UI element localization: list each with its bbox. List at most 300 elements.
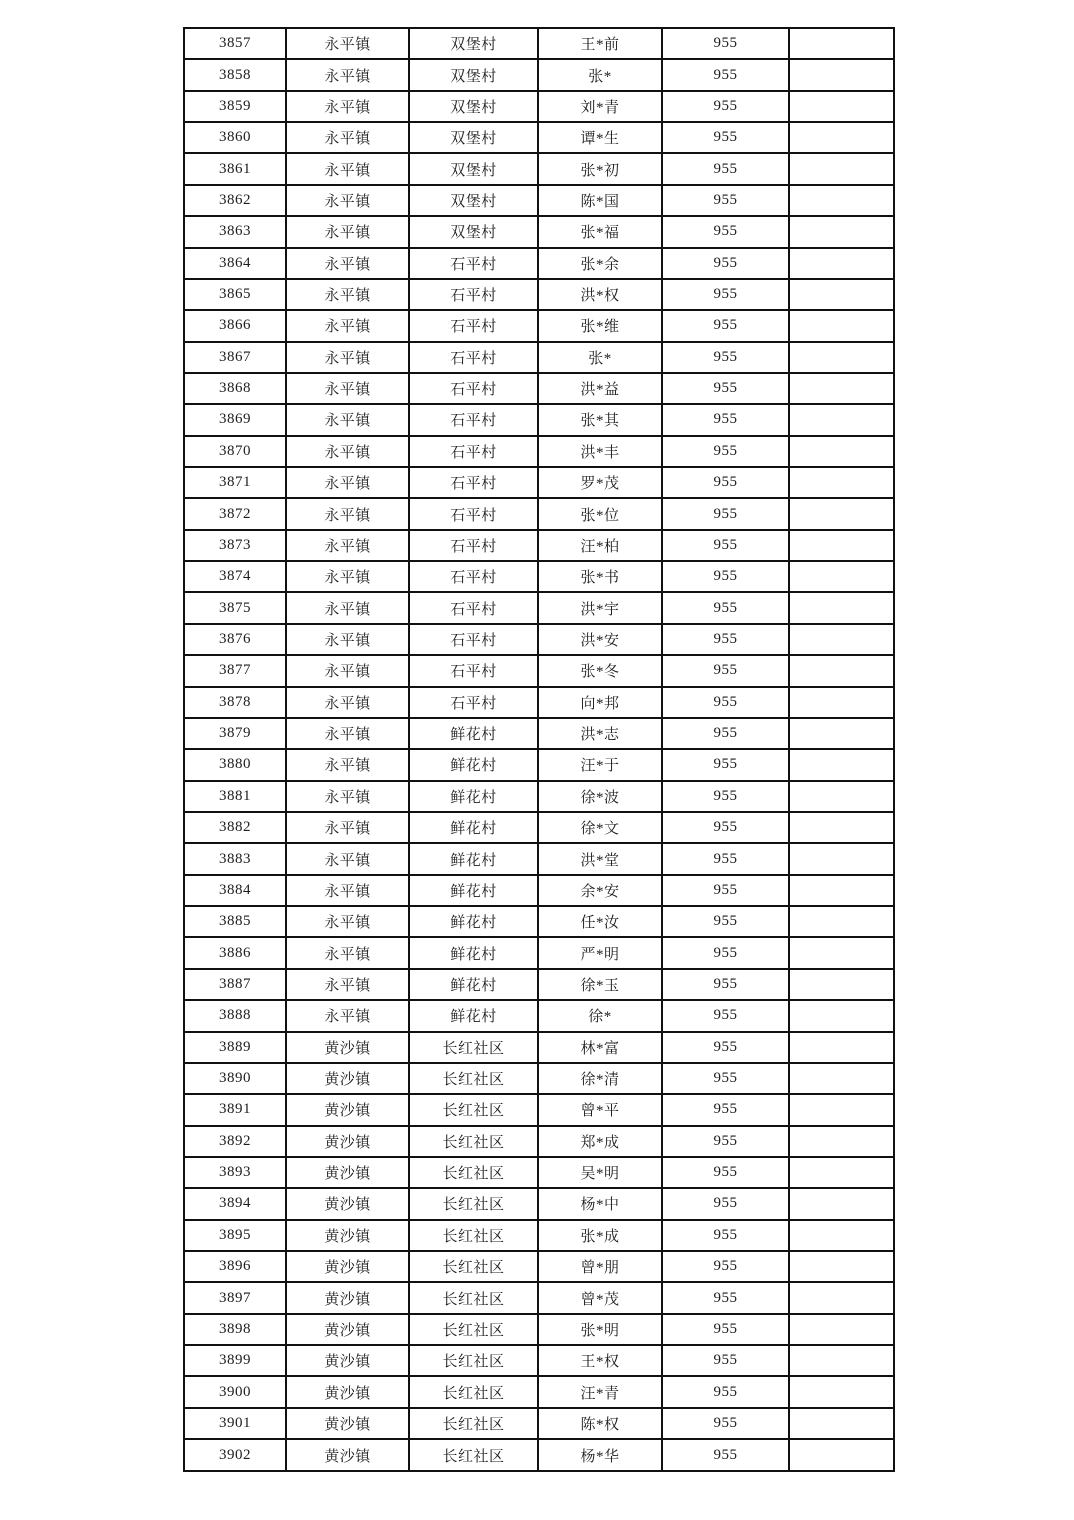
cell-town: 永平镇 xyxy=(286,122,409,153)
cell-village: 鲜花村 xyxy=(409,718,538,749)
cell-name: 严*明 xyxy=(538,937,662,968)
cell-town: 永平镇 xyxy=(286,59,409,90)
cell-value: 955 xyxy=(662,59,789,90)
cell-remark xyxy=(789,216,894,247)
cell-name: 林*富 xyxy=(538,1032,662,1063)
cell-town: 永平镇 xyxy=(286,749,409,780)
cell-value: 955 xyxy=(662,1314,789,1345)
cell-town: 永平镇 xyxy=(286,781,409,812)
table-row xyxy=(184,530,894,561)
cell-village: 鲜花村 xyxy=(409,843,538,874)
cell-serial: 3869 xyxy=(184,404,286,435)
cell-value: 955 xyxy=(662,436,789,467)
table-body xyxy=(184,28,894,1471)
cell-remark xyxy=(789,1408,894,1439)
cell-name: 余*安 xyxy=(538,875,662,906)
cell-village: 长红社区 xyxy=(409,1314,538,1345)
table-row xyxy=(184,718,894,749)
table-row xyxy=(184,1314,894,1345)
cell-remark xyxy=(789,561,894,592)
table-row xyxy=(184,1220,894,1251)
cell-serial: 3895 xyxy=(184,1220,286,1251)
table-row xyxy=(184,373,894,404)
cell-village: 双堡村 xyxy=(409,59,538,90)
cell-remark xyxy=(789,687,894,718)
cell-value: 955 xyxy=(662,153,789,184)
cell-name: 徐* xyxy=(538,1000,662,1031)
table-row xyxy=(184,875,894,906)
cell-remark xyxy=(789,1032,894,1063)
cell-remark xyxy=(789,1345,894,1376)
cell-name: 刘*青 xyxy=(538,91,662,122)
cell-serial: 3864 xyxy=(184,248,286,279)
cell-name: 徐*文 xyxy=(538,812,662,843)
cell-village: 双堡村 xyxy=(409,185,538,216)
cell-remark xyxy=(789,373,894,404)
cell-value: 955 xyxy=(662,1345,789,1376)
cell-town: 黄沙镇 xyxy=(286,1063,409,1094)
cell-name: 张*福 xyxy=(538,216,662,247)
table-row xyxy=(184,498,894,529)
cell-town: 永平镇 xyxy=(286,530,409,561)
cell-village: 长红社区 xyxy=(409,1376,538,1407)
table-row xyxy=(184,1063,894,1094)
cell-value: 955 xyxy=(662,875,789,906)
table-row xyxy=(184,279,894,310)
cell-village: 长红社区 xyxy=(409,1126,538,1157)
cell-village: 鲜花村 xyxy=(409,1000,538,1031)
table-row xyxy=(184,1188,894,1219)
cell-village: 鲜花村 xyxy=(409,781,538,812)
cell-serial: 3876 xyxy=(184,624,286,655)
cell-village: 石平村 xyxy=(409,279,538,310)
cell-name: 张*初 xyxy=(538,153,662,184)
cell-village: 长红社区 xyxy=(409,1251,538,1282)
cell-remark xyxy=(789,875,894,906)
cell-value: 955 xyxy=(662,1063,789,1094)
cell-name: 徐*波 xyxy=(538,781,662,812)
cell-remark xyxy=(789,843,894,874)
cell-serial: 3866 xyxy=(184,310,286,341)
cell-town: 黄沙镇 xyxy=(286,1314,409,1345)
cell-village: 石平村 xyxy=(409,342,538,373)
cell-serial: 3888 xyxy=(184,1000,286,1031)
cell-value: 955 xyxy=(662,185,789,216)
table-row xyxy=(184,1376,894,1407)
cell-town: 永平镇 xyxy=(286,248,409,279)
cell-serial: 3885 xyxy=(184,906,286,937)
cell-remark xyxy=(789,467,894,498)
cell-remark xyxy=(789,342,894,373)
cell-remark xyxy=(789,937,894,968)
cell-value: 955 xyxy=(662,906,789,937)
cell-serial: 3873 xyxy=(184,530,286,561)
cell-name: 汪*于 xyxy=(538,749,662,780)
cell-remark xyxy=(789,969,894,1000)
cell-value: 955 xyxy=(662,404,789,435)
cell-serial: 3891 xyxy=(184,1094,286,1125)
cell-name: 杨*中 xyxy=(538,1188,662,1219)
cell-name: 吴*明 xyxy=(538,1157,662,1188)
table-row xyxy=(184,216,894,247)
cell-remark xyxy=(789,1314,894,1345)
cell-value: 955 xyxy=(662,843,789,874)
cell-serial: 3863 xyxy=(184,216,286,247)
cell-village: 长红社区 xyxy=(409,1157,538,1188)
cell-name: 陈*国 xyxy=(538,185,662,216)
cell-name: 洪*丰 xyxy=(538,436,662,467)
cell-village: 双堡村 xyxy=(409,28,538,59)
cell-remark xyxy=(789,1282,894,1313)
cell-remark xyxy=(789,91,894,122)
cell-value: 955 xyxy=(662,1188,789,1219)
cell-name: 谭*生 xyxy=(538,122,662,153)
table-row xyxy=(184,248,894,279)
cell-village: 石平村 xyxy=(409,561,538,592)
cell-name: 曾*平 xyxy=(538,1094,662,1125)
cell-village: 石平村 xyxy=(409,248,538,279)
table-row xyxy=(184,1251,894,1282)
cell-village: 石平村 xyxy=(409,530,538,561)
table-row xyxy=(184,1282,894,1313)
cell-remark xyxy=(789,248,894,279)
cell-value: 955 xyxy=(662,655,789,686)
cell-village: 长红社区 xyxy=(409,1439,538,1471)
cell-serial: 3899 xyxy=(184,1345,286,1376)
cell-remark xyxy=(789,1063,894,1094)
table-row xyxy=(184,310,894,341)
cell-name: 洪*益 xyxy=(538,373,662,404)
cell-value: 955 xyxy=(662,1439,789,1471)
cell-town: 黄沙镇 xyxy=(286,1251,409,1282)
cell-village: 双堡村 xyxy=(409,216,538,247)
cell-village: 双堡村 xyxy=(409,122,538,153)
cell-town: 黄沙镇 xyxy=(286,1220,409,1251)
cell-town: 永平镇 xyxy=(286,216,409,247)
cell-village: 石平村 xyxy=(409,467,538,498)
cell-remark xyxy=(789,310,894,341)
cell-village: 双堡村 xyxy=(409,153,538,184)
cell-serial: 3898 xyxy=(184,1314,286,1345)
table-row xyxy=(184,185,894,216)
cell-remark xyxy=(789,1188,894,1219)
cell-remark xyxy=(789,498,894,529)
cell-serial: 3896 xyxy=(184,1251,286,1282)
cell-village: 石平村 xyxy=(409,436,538,467)
table-row xyxy=(184,812,894,843)
cell-name: 王*权 xyxy=(538,1345,662,1376)
cell-village: 长红社区 xyxy=(409,1063,538,1094)
cell-town: 永平镇 xyxy=(286,498,409,529)
cell-name: 郑*成 xyxy=(538,1126,662,1157)
cell-village: 长红社区 xyxy=(409,1220,538,1251)
cell-village: 石平村 xyxy=(409,310,538,341)
table-row xyxy=(184,1032,894,1063)
cell-serial: 3871 xyxy=(184,467,286,498)
table-row xyxy=(184,122,894,153)
cell-name: 张* xyxy=(538,342,662,373)
cell-town: 永平镇 xyxy=(286,875,409,906)
cell-serial: 3882 xyxy=(184,812,286,843)
cell-value: 955 xyxy=(662,1282,789,1313)
cell-value: 955 xyxy=(662,718,789,749)
cell-remark xyxy=(789,436,894,467)
cell-serial: 3860 xyxy=(184,122,286,153)
cell-remark xyxy=(789,28,894,59)
cell-value: 955 xyxy=(662,624,789,655)
cell-serial: 3870 xyxy=(184,436,286,467)
cell-value: 955 xyxy=(662,1126,789,1157)
cell-name: 张*书 xyxy=(538,561,662,592)
cell-village: 长红社区 xyxy=(409,1188,538,1219)
cell-remark xyxy=(789,530,894,561)
cell-serial: 3894 xyxy=(184,1188,286,1219)
table-row xyxy=(184,843,894,874)
cell-town: 永平镇 xyxy=(286,561,409,592)
cell-town: 黄沙镇 xyxy=(286,1345,409,1376)
cell-serial: 3872 xyxy=(184,498,286,529)
cell-village: 长红社区 xyxy=(409,1345,538,1376)
table-row xyxy=(184,687,894,718)
cell-name: 张*余 xyxy=(538,248,662,279)
cell-name: 罗*茂 xyxy=(538,467,662,498)
cell-serial: 3861 xyxy=(184,153,286,184)
table-row xyxy=(184,1000,894,1031)
cell-town: 黄沙镇 xyxy=(286,1408,409,1439)
cell-town: 永平镇 xyxy=(286,342,409,373)
cell-serial: 3868 xyxy=(184,373,286,404)
cell-town: 永平镇 xyxy=(286,937,409,968)
cell-value: 955 xyxy=(662,498,789,529)
cell-town: 黄沙镇 xyxy=(286,1439,409,1471)
cell-name: 徐*清 xyxy=(538,1063,662,1094)
cell-remark xyxy=(789,1157,894,1188)
cell-town: 永平镇 xyxy=(286,624,409,655)
cell-serial: 3878 xyxy=(184,687,286,718)
cell-village: 石平村 xyxy=(409,404,538,435)
cell-name: 曾*茂 xyxy=(538,1282,662,1313)
cell-town: 永平镇 xyxy=(286,467,409,498)
cell-value: 955 xyxy=(662,1000,789,1031)
cell-village: 鲜花村 xyxy=(409,812,538,843)
table-row xyxy=(184,404,894,435)
cell-value: 955 xyxy=(662,216,789,247)
cell-town: 永平镇 xyxy=(286,310,409,341)
table-row xyxy=(184,153,894,184)
cell-remark xyxy=(789,624,894,655)
table-row xyxy=(184,592,894,623)
cell-town: 永平镇 xyxy=(286,718,409,749)
cell-remark xyxy=(789,1000,894,1031)
cell-value: 955 xyxy=(662,1251,789,1282)
cell-village: 鲜花村 xyxy=(409,937,538,968)
cell-remark xyxy=(789,1376,894,1407)
cell-name: 张*其 xyxy=(538,404,662,435)
cell-town: 永平镇 xyxy=(286,28,409,59)
cell-name: 曾*朋 xyxy=(538,1251,662,1282)
cell-village: 鲜花村 xyxy=(409,969,538,1000)
cell-town: 永平镇 xyxy=(286,655,409,686)
cell-value: 955 xyxy=(662,1032,789,1063)
cell-serial: 3859 xyxy=(184,91,286,122)
cell-serial: 3901 xyxy=(184,1408,286,1439)
cell-remark xyxy=(789,749,894,780)
cell-value: 955 xyxy=(662,781,789,812)
cell-remark xyxy=(789,1439,894,1471)
cell-name: 张*明 xyxy=(538,1314,662,1345)
cell-value: 955 xyxy=(662,749,789,780)
cell-serial: 3900 xyxy=(184,1376,286,1407)
table-row xyxy=(184,937,894,968)
table-row xyxy=(184,561,894,592)
cell-value: 955 xyxy=(662,91,789,122)
cell-serial: 3858 xyxy=(184,59,286,90)
cell-village: 石平村 xyxy=(409,498,538,529)
table-row xyxy=(184,1094,894,1125)
cell-remark xyxy=(789,122,894,153)
cell-name: 张*维 xyxy=(538,310,662,341)
cell-name: 向*邦 xyxy=(538,687,662,718)
cell-remark xyxy=(789,404,894,435)
cell-village: 鲜花村 xyxy=(409,749,538,780)
cell-remark xyxy=(789,153,894,184)
cell-value: 955 xyxy=(662,592,789,623)
cell-village: 长红社区 xyxy=(409,1408,538,1439)
cell-name: 徐*玉 xyxy=(538,969,662,1000)
table-row xyxy=(184,91,894,122)
cell-value: 955 xyxy=(662,812,789,843)
cell-serial: 3877 xyxy=(184,655,286,686)
cell-village: 石平村 xyxy=(409,687,538,718)
cell-value: 955 xyxy=(662,310,789,341)
data-table xyxy=(183,27,895,1472)
cell-name: 任*汝 xyxy=(538,906,662,937)
cell-remark xyxy=(789,1220,894,1251)
cell-serial: 3874 xyxy=(184,561,286,592)
cell-value: 955 xyxy=(662,1157,789,1188)
cell-value: 955 xyxy=(662,1094,789,1125)
table-row xyxy=(184,436,894,467)
cell-town: 永平镇 xyxy=(286,687,409,718)
table-row xyxy=(184,1345,894,1376)
cell-value: 955 xyxy=(662,530,789,561)
cell-value: 955 xyxy=(662,687,789,718)
cell-value: 955 xyxy=(662,1376,789,1407)
cell-serial: 3879 xyxy=(184,718,286,749)
cell-name: 洪*宇 xyxy=(538,592,662,623)
table-row xyxy=(184,1157,894,1188)
cell-remark xyxy=(789,592,894,623)
cell-name: 汪*青 xyxy=(538,1376,662,1407)
cell-serial: 3857 xyxy=(184,28,286,59)
cell-town: 永平镇 xyxy=(286,843,409,874)
cell-name: 洪*安 xyxy=(538,624,662,655)
cell-town: 永平镇 xyxy=(286,279,409,310)
cell-name: 洪*志 xyxy=(538,718,662,749)
cell-village: 长红社区 xyxy=(409,1032,538,1063)
cell-name: 洪*堂 xyxy=(538,843,662,874)
cell-serial: 3892 xyxy=(184,1126,286,1157)
cell-name: 王*前 xyxy=(538,28,662,59)
cell-remark xyxy=(789,1126,894,1157)
cell-name: 张* xyxy=(538,59,662,90)
cell-name: 汪*柏 xyxy=(538,530,662,561)
cell-serial: 3875 xyxy=(184,592,286,623)
cell-name: 洪*权 xyxy=(538,279,662,310)
cell-town: 永平镇 xyxy=(286,404,409,435)
cell-serial: 3889 xyxy=(184,1032,286,1063)
table-row xyxy=(184,624,894,655)
table-row xyxy=(184,969,894,1000)
cell-serial: 3886 xyxy=(184,937,286,968)
cell-town: 永平镇 xyxy=(286,91,409,122)
table-row xyxy=(184,655,894,686)
table-row xyxy=(184,28,894,59)
table-row xyxy=(184,59,894,90)
cell-town: 黄沙镇 xyxy=(286,1094,409,1125)
cell-remark xyxy=(789,906,894,937)
cell-town: 永平镇 xyxy=(286,373,409,404)
cell-town: 黄沙镇 xyxy=(286,1376,409,1407)
cell-value: 955 xyxy=(662,969,789,1000)
table-row xyxy=(184,906,894,937)
cell-value: 955 xyxy=(662,1408,789,1439)
cell-value: 955 xyxy=(662,248,789,279)
cell-remark xyxy=(789,59,894,90)
table-row xyxy=(184,342,894,373)
cell-village: 双堡村 xyxy=(409,91,538,122)
cell-name: 陈*权 xyxy=(538,1408,662,1439)
cell-value: 955 xyxy=(662,342,789,373)
table-row xyxy=(184,1126,894,1157)
cell-value: 955 xyxy=(662,467,789,498)
cell-town: 永平镇 xyxy=(286,185,409,216)
cell-town: 永平镇 xyxy=(286,1000,409,1031)
table-row xyxy=(184,1439,894,1471)
cell-value: 955 xyxy=(662,561,789,592)
cell-name: 杨*华 xyxy=(538,1439,662,1471)
cell-town: 永平镇 xyxy=(286,969,409,1000)
cell-village: 石平村 xyxy=(409,655,538,686)
cell-village: 石平村 xyxy=(409,592,538,623)
cell-remark xyxy=(789,1094,894,1125)
cell-town: 黄沙镇 xyxy=(286,1126,409,1157)
cell-value: 955 xyxy=(662,122,789,153)
cell-remark xyxy=(789,655,894,686)
cell-name: 张*冬 xyxy=(538,655,662,686)
table-row xyxy=(184,781,894,812)
cell-serial: 3862 xyxy=(184,185,286,216)
cell-village: 长红社区 xyxy=(409,1282,538,1313)
cell-remark xyxy=(789,185,894,216)
cell-serial: 3887 xyxy=(184,969,286,1000)
cell-value: 955 xyxy=(662,279,789,310)
cell-town: 永平镇 xyxy=(286,153,409,184)
cell-serial: 3881 xyxy=(184,781,286,812)
cell-name: 张*位 xyxy=(538,498,662,529)
cell-town: 黄沙镇 xyxy=(286,1188,409,1219)
cell-village: 长红社区 xyxy=(409,1094,538,1125)
cell-value: 955 xyxy=(662,373,789,404)
cell-remark xyxy=(789,279,894,310)
cell-name: 张*成 xyxy=(538,1220,662,1251)
cell-serial: 3897 xyxy=(184,1282,286,1313)
cell-serial: 3883 xyxy=(184,843,286,874)
table-row xyxy=(184,467,894,498)
cell-village: 石平村 xyxy=(409,373,538,404)
cell-serial: 3893 xyxy=(184,1157,286,1188)
cell-remark xyxy=(789,1251,894,1282)
